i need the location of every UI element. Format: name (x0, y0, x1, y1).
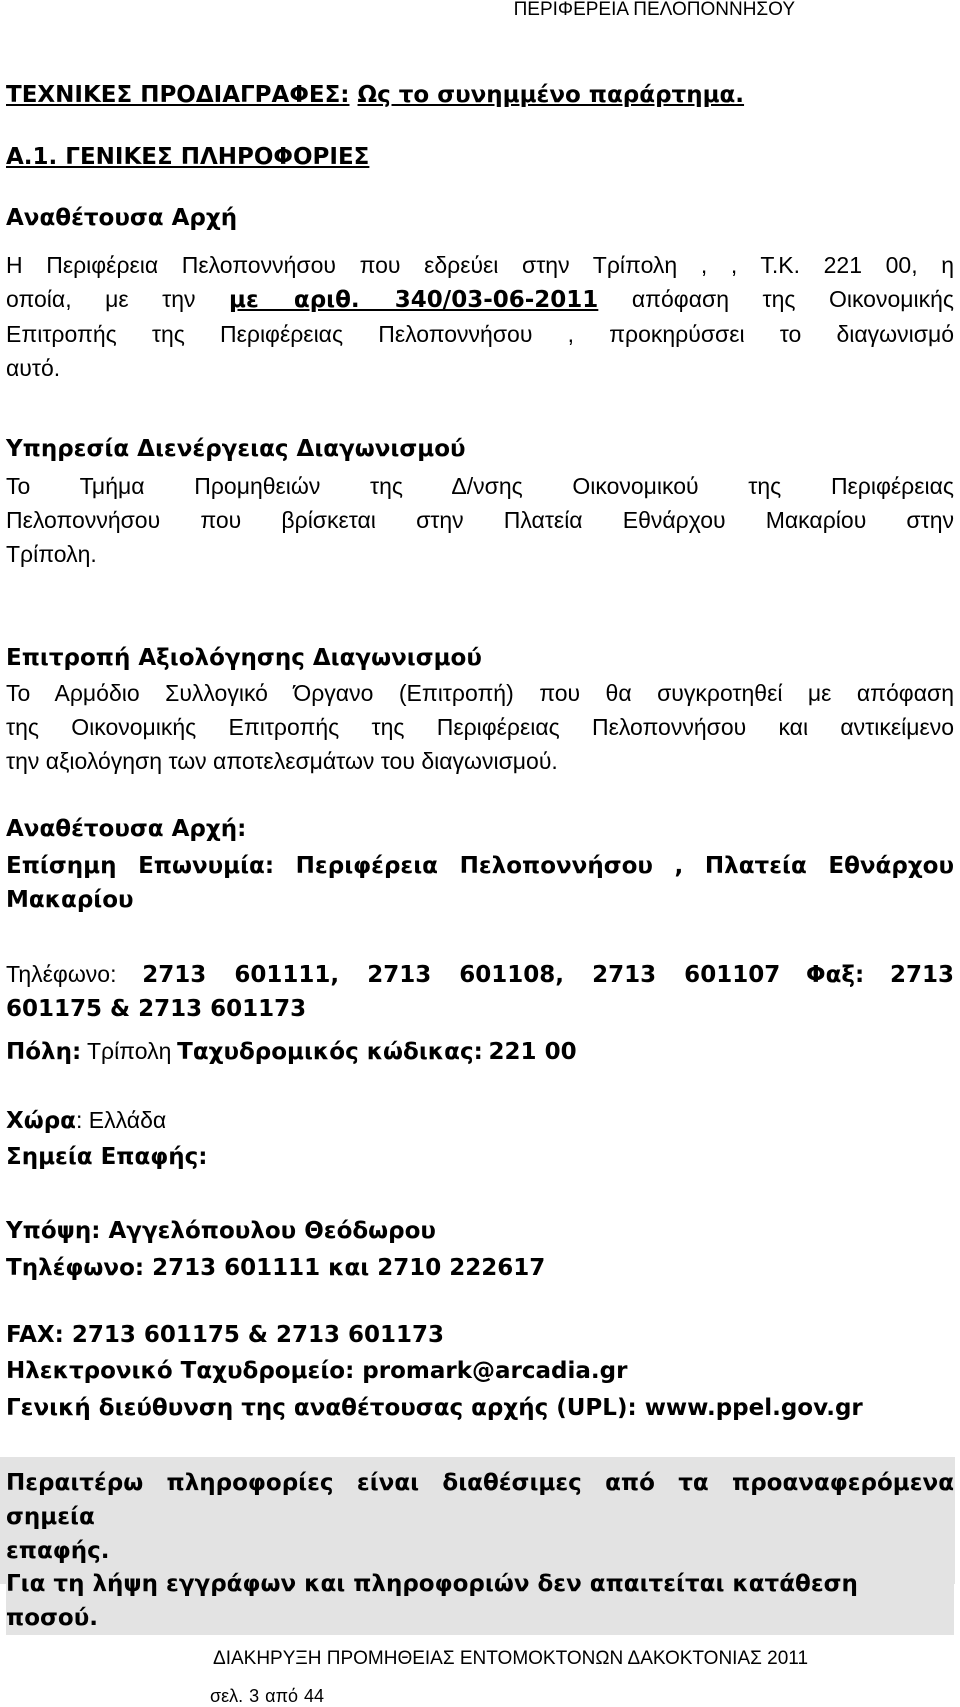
official-name-value: Περιφέρεια Πελοποννήσου , Πλατεία Εθνάρχου (295, 853, 954, 879)
operating-service-line3: Τρίπολη. (6, 541, 97, 567)
fax-value: 2713 (889, 962, 954, 988)
email-line (6, 1354, 954, 1388)
official-name-line (6, 849, 954, 883)
contact-fax-label: FAX: (6, 1322, 64, 1348)
phone-fax-line (6, 957, 954, 992)
evaluation-committee-line1: Το Αρμόδιο Συλλογικό Όργανο (Επιτροπή) που θα συγκροτηθεί με απόφαση (6, 680, 954, 706)
postal-label: Ταχυδρομικός κώδικας: (177, 1039, 483, 1065)
page-header (0, 0, 960, 22)
page-number (210, 1686, 330, 1707)
page-total: 44 (304, 1686, 325, 1706)
footer-title: ΔΙΑΚΗΡΥΞΗ ΠΡΟΜΗΘΕΙΑΣ ΕΝΤΟΜΟΚΤΟΝΩΝ ΔΑΚΟΚΤΟΝΙΑΣ 2011 (213, 1648, 809, 1669)
fax-value2: 601175 & 2713 601173 (6, 996, 307, 1022)
fax-label: Φαξ: (806, 962, 865, 988)
contracting-authority-line1: Η Περιφέρεια Πελοποννήσου που εδρεύει στην Τρίπολη , , Τ.Κ. 221 00, η (6, 252, 954, 278)
page-current: 3 (249, 1686, 260, 1706)
contracting-authority-paragraph (6, 248, 954, 385)
contracting-authority-line3: Επιτροπής της Περιφέρειας Πελοποννήσου , προκηρύσσει το διαγωνισμό (6, 321, 954, 347)
tech-specs-line (6, 78, 954, 112)
operating-service-line1: Το Τμήμα Προμηθειών της Δ/νσης Οικονομικού της Περιφέρειας (6, 473, 954, 499)
phone-value: 2713 601111, 2713 601108, 2713 601107 (142, 962, 781, 988)
email-label: Ηλεκτρονικό Ταχυδρομείο: (6, 1358, 355, 1384)
page-label: σελ. (210, 1686, 244, 1706)
contact-fax-value: 2713 601175 & 2713 601173 (71, 1322, 444, 1348)
evaluation-committee-line3: την αξιολόγηση των αποτελεσμάτων του διαγωνισμού. (6, 748, 558, 774)
country-line (6, 1103, 954, 1138)
contact-phone-value: 2713 601111 και 2710 222617 (152, 1255, 546, 1281)
postal-value: 221 00 (488, 1039, 577, 1065)
contracting-authority-line2 (6, 282, 954, 317)
header-region: ΠΕΡΙΦΕΡΕΙΑ ΠΕΛΟΠΟΝΝΗΣΟΥ (513, 0, 795, 20)
tech-specs-label: ΤΕΧΝΙΚΕΣ ΠΡΟΔΙΑΓΡΑΦΕΣ: (6, 82, 350, 108)
url-label: Γενική διεύθυνση της αναθέτουσας αρχής (UPL): (6, 1395, 637, 1421)
city-label: Πόλη: (6, 1039, 82, 1065)
country-label: Χώρα (6, 1108, 76, 1134)
contact-phone-label: Τηλέφωνο: (6, 1255, 145, 1281)
attention-label: Υπόψη: (6, 1218, 101, 1244)
official-name-value2: Μακαρίου (6, 887, 134, 913)
attention-value: Αγγελόπουλου Θεόδωρου (108, 1218, 436, 1244)
country-value: : Ελλάδα (76, 1107, 167, 1133)
contact-points-label: Σημεία Επαφής: (6, 1144, 208, 1170)
page-of: από (265, 1686, 298, 1706)
tech-specs-text: Ως το συνημμένο παράρτημα. (357, 82, 745, 108)
attention-line (6, 1214, 954, 1248)
contact-fax-line (6, 1318, 954, 1352)
operating-service-line2: Πελοποννήσου που βρίσκεται στην Πλατεία Εθνάρχου Μακαρίου στην (6, 507, 954, 533)
notes-line3 (6, 1567, 954, 1635)
city-postal-line (6, 1034, 954, 1069)
phone-label: Τηλέφωνο: (6, 961, 117, 987)
email-value: promark@arcadia.gr (362, 1358, 628, 1384)
notes-line1: Περαιτέρω πληροφορίες είναι διαθέσιμες από τα προαναφερόμενα σημεία (6, 1470, 954, 1530)
decision-reference: με αριθ. 340/03-06-2011 (229, 287, 599, 313)
evaluation-committee-paragraph (6, 676, 954, 778)
section-title-text: Α.1. ΓΕΝΙΚΕΣ ΠΛΗΡΟΦΟΡΙΕΣ (6, 144, 370, 170)
url-line (6, 1391, 954, 1425)
notes-line2: επαφής. (6, 1538, 110, 1564)
official-name-label: Επίσημη Επωνυμία: (6, 853, 275, 879)
notes-line3-text: Για τη λήψη εγγράφων και πληροφοριών δεν απαιτείται κατάθεση ποσού. (6, 1567, 954, 1635)
line2-post: απόφαση της Οικονομικής (631, 286, 955, 312)
evaluation-committee-heading: Επιτροπή Αξιολόγησης Διαγωνισμού (6, 645, 482, 671)
operating-service-paragraph (6, 469, 954, 571)
operating-service-heading: Υπηρεσία Διενέργειας Διαγωνισμού (6, 436, 466, 462)
notes-paragraph (6, 1466, 954, 1568)
line2-pre: οποία, με την (6, 286, 196, 312)
city-value: Τρίπολη (86, 1038, 172, 1064)
contracting-authority-heading: Αναθέτουσα Αρχή (6, 205, 238, 231)
evaluation-committee-line2: της Οικονομικής Επιτροπής της Περιφέρειας Πελοποννήσου και αντικείμενο (6, 714, 954, 740)
phone-fax-block (6, 957, 954, 1026)
section-title (6, 140, 954, 174)
official-name-block (6, 849, 954, 917)
contracting-authority-line4: αυτό. (6, 355, 61, 381)
authority-details-heading: Αναθέτουσα Αρχή: (6, 816, 247, 842)
contact-phone-line (6, 1251, 954, 1285)
url-value: www.ppel.gov.gr (644, 1395, 863, 1421)
